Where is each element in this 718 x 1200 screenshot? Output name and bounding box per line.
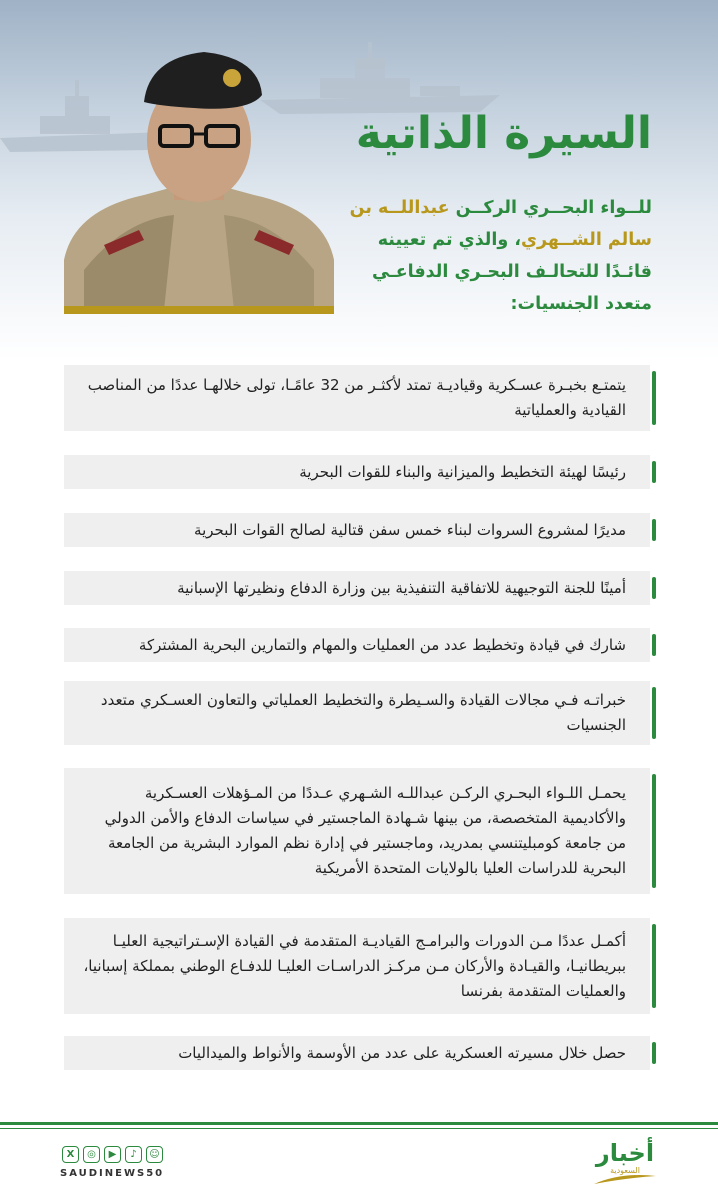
bio-item: يتمتـع بخبـرة عسـكرية وقياديـة تمتد لأكثـر من 32 عامًـا، تولى خلالهـا عددًا من المناصب القيادية والعملياتية bbox=[64, 365, 650, 431]
brand-logo bbox=[586, 1140, 664, 1190]
bio-item: أمينًا للجنة التوجيهية للاتفاقية التنفيذية بين وزارة الدفاع ونظيرتها الإسبانية bbox=[64, 571, 650, 605]
logo-text: أخبار bbox=[595, 1139, 655, 1167]
officer-name: عبداللــه بن سالم الشــهري bbox=[349, 198, 652, 250]
bio-item: أكمـل عددًا مـن الدورات والبرامـج القياديـة المتقدمة في القيادة الإسـتراتيجية العليـا ببريطانيـا، والقيـادة والأركان مـن مركـز الدراسـات العليـا للدفـاع الوطني بمملكة إسبانيا، والعمليات المتقدمة بفرنسا bbox=[64, 918, 650, 1014]
tiktok-icon[interactable]: ♪ bbox=[125, 1146, 142, 1163]
x-icon[interactable]: X bbox=[62, 1146, 79, 1163]
logo-subtext: السعودية bbox=[610, 1166, 640, 1175]
bio-item: حصل خلال مسيرته العسكرية على عدد من الأوسمة والأنواط والميداليات bbox=[64, 1036, 650, 1070]
page-title: السيرة الذاتية bbox=[355, 108, 652, 159]
footer-divider bbox=[0, 1128, 718, 1129]
portrait-accent-bar bbox=[64, 306, 334, 314]
bio-item: مديرًا لمشروع السروات لبناء خمس سفن قتالية لصالح القوات البحرية bbox=[64, 513, 650, 547]
intro-text-part: ، والذي تم تعيينه قائـدًا للتحالـف البحـري الدفاعـي متعدد الجنسيات: bbox=[372, 230, 652, 314]
instagram-icon[interactable]: ◎ bbox=[83, 1146, 100, 1163]
bio-item: رئيسًا لهيئة التخطيط والميزانية والبناء للقوات البحرية bbox=[64, 455, 650, 489]
bio-item: يحمـل اللـواء البحـري الركـن عبداللـه الشـهري عـددًا من المـؤهلات العسـكرية والأكاديمية المتخصصة، من بينها شـهادة الماجستير في سياسات الدفاع والأمن الدولي من جامعة كومبليتنسي بمدريد، وماجستير في إدارة نظم الموارد البشرية من الجامعة البحرية للدراسات العليا بالولايات المتحدة الأمريكية bbox=[64, 768, 650, 894]
social-handle: SAUDINEWS50 bbox=[60, 1168, 165, 1179]
social-icons bbox=[62, 1146, 163, 1163]
intro-text-part: للــواء البحــري الركــن bbox=[449, 198, 652, 218]
officer-portrait bbox=[64, 40, 334, 310]
bio-item: خبراتـه فـي مجالات القيادة والسـيطرة والتخطيط العملياتي والتعاون العسـكري متعدد الجنسيات bbox=[64, 681, 650, 745]
footer-divider bbox=[0, 1122, 718, 1125]
logo-swoosh-icon bbox=[592, 1172, 658, 1186]
bio-item: شارك في قيادة وتخطيط عدد من العمليات والمهام والتمارين البحرية المشتركة bbox=[64, 628, 650, 662]
youtube-icon[interactable]: ▶ bbox=[104, 1146, 121, 1163]
snapchat-icon[interactable]: ☺ bbox=[146, 1146, 163, 1163]
intro-text bbox=[332, 192, 652, 320]
